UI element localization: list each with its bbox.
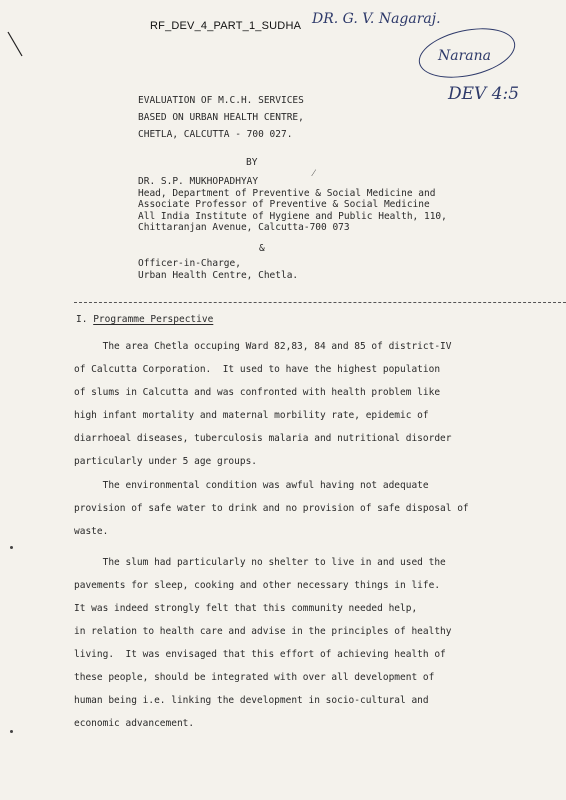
tick-mark: ⁄ [313,169,315,179]
section-title: Programme Perspective [93,314,214,325]
officer-block [138,258,298,282]
paragraph-line: these people, should be integrated with over all development of [74,672,435,683]
officer-centre: Urban Health Centre, Chetla. [138,270,299,281]
paragraph-line: provision of safe water to drink and no provision of safe disposal of [74,503,469,514]
paragraph-line: diarrhoeal diseases, tuberculosis malaria and nutritional disorder [74,433,452,444]
document-title [138,92,304,143]
paragraph-line: living. It was envisaged that this effort of achieving health of [74,649,446,660]
paragraph-line: high infant mortality and maternal morbility rate, epidemic of [74,410,429,421]
title-line: EVALUATION OF M.C.H. SERVICES [138,95,304,106]
paragraph-line: The environmental condition was awful having not adequate [74,480,429,491]
margin-speck [10,730,13,733]
handwritten-code: DEV 4:5 [448,84,520,104]
file-label: RF_DEV_4_PART_1_SUDHA [150,20,302,32]
title-line: CHETLA, CALCUTTA - 700 027. [138,129,293,140]
paragraph-line: waste. [74,526,109,537]
title-line: BASED ON URBAN HEALTH CENTRE, [138,112,304,123]
paragraph-line: in relation to health care and advise in the principles of healthy [74,626,452,637]
author-name: DR. S.P. MUKHOPADHYAY [138,176,259,187]
paragraph-line: The area Chetla occuping Ward 82,83, 84 and 85 of district-IV [74,341,452,352]
section-divider [74,302,566,303]
paragraph-line: It was indeed strongly felt that this community needed help, [74,603,418,614]
paragraph-line: human being i.e. linking the development in socio-cultural and [74,695,429,706]
section-heading [76,314,213,325]
handwritten-name: DR. G. V. Nagaraj. [312,11,441,27]
margin-speck [10,546,13,549]
officer-title: Officer-in-Charge, [138,258,241,269]
author-institute: All India Institute of Hygiene and Public Health, 110, [138,210,447,222]
paragraph [74,335,452,473]
author-role: Associate Professor of Preventive & Social Medicine [138,199,430,210]
corner-pen-mark [6,30,26,60]
paragraph-line: particularly under 5 age groups. [74,456,258,467]
author-address: Chittaranjan Avenue, Calcutta-700 073 [138,222,350,233]
handwritten-signature: Narana [438,48,491,64]
paragraph-line: pavements for sleep, cooking and other necessary things in life. [74,580,441,591]
paragraph-line: of Calcutta Corporation. It used to have the highest population [74,364,441,375]
paragraph-line: economic advancement. [74,718,195,729]
author-role: Head, Department of Preventive & Social Medicine and [138,187,436,199]
paragraph-line: of slums in Calcutta and was confronted with health problem like [74,387,441,398]
by-label: BY [246,157,258,168]
paragraph-line: The slum had particularly no shelter to live in and used the [74,557,446,568]
author-block [138,176,447,234]
ampersand: & [259,243,265,254]
paragraph [74,474,469,543]
section-number: I. [76,314,88,325]
paragraph [74,551,452,735]
